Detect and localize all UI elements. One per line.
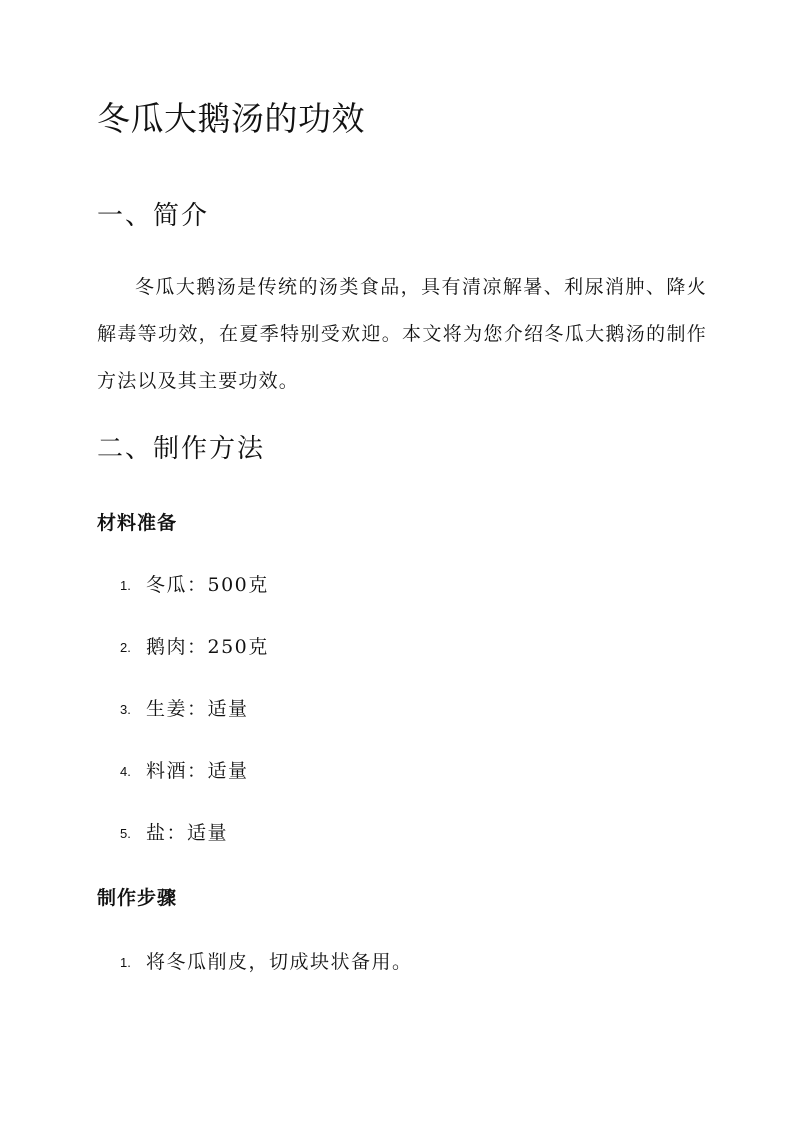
- material-item-text: 生姜：适量: [146, 697, 249, 720]
- list-number: 1.: [120, 577, 131, 593]
- section-heading-intro: 一、简介: [97, 201, 210, 231]
- material-item-text: 盐：适量: [146, 821, 229, 844]
- section-heading-method: 二、制作方法: [97, 434, 266, 464]
- material-item-text: 冬瓜：500克: [146, 573, 269, 596]
- intro-paragraph: 冬瓜大鹅汤是传统的汤类食品，具有清凉解暑、利尿消肿、降火解毒等功效，在夏季特别受欢迎。本文将为您介绍冬瓜大鹅汤的制作方法以及其主要功效。: [97, 276, 707, 392]
- material-item: [120, 754, 249, 784]
- material-item: [120, 630, 269, 660]
- list-number: 3.: [120, 701, 131, 717]
- material-item: [120, 692, 249, 722]
- step-item: [120, 945, 413, 975]
- material-item-text: 鹅肉：250克: [146, 635, 269, 658]
- material-item-text: 料酒：适量: [146, 759, 249, 782]
- list-number: 2.: [120, 639, 131, 655]
- document-title: 冬瓜大鹅汤的功效: [97, 99, 365, 138]
- list-number: 5.: [120, 825, 131, 841]
- subheading-steps: 制作步骤: [97, 887, 178, 909]
- material-item: [120, 568, 269, 598]
- step-item-text: 将冬瓜削皮，切成块状备用。: [146, 950, 413, 973]
- subheading-materials: 材料准备: [97, 512, 178, 534]
- list-number: 4.: [120, 763, 131, 779]
- list-number: 1.: [120, 954, 131, 970]
- material-item: [120, 816, 228, 846]
